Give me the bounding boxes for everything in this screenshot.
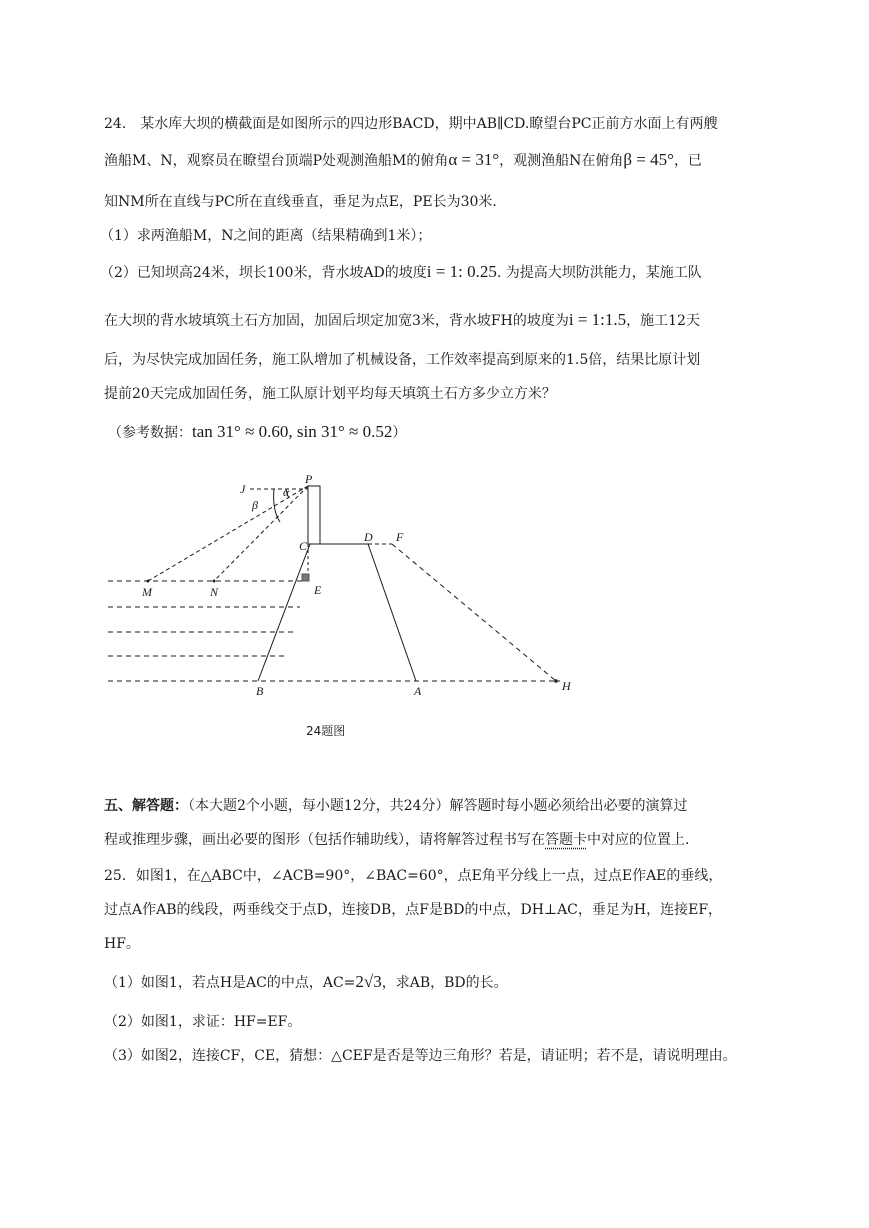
q25-part-1 [104, 972, 508, 993]
q25-line-3: HF。 [104, 936, 140, 952]
q24-line-5a: 在大坝的背水坡填筑土石方加固，加固后坝定加宽3米，背水坡FH的坡度为 [104, 313, 569, 329]
figure-caption: 24题图 [306, 724, 346, 738]
label-d: D [364, 530, 373, 544]
label-a: A [414, 684, 422, 698]
label-p: P [305, 472, 313, 486]
label-f: F [396, 530, 404, 544]
label-beta: β [252, 498, 258, 512]
label-j: J [240, 482, 246, 496]
q24-line-1: 24. 某水库大坝的横截面是如图所示的四边形BACD，期中AB∥CD.瞭望台PC正前方水面上有两艘 [104, 116, 718, 132]
q24-line-5b: ，施工12天 [626, 313, 700, 329]
q25-line-2: 过点A作AB的线段，两垂线交于点D，连接DB，点F是BD的中点，DH⊥AC，垂足为H，连接EF， [104, 902, 723, 918]
beta-arc [274, 489, 280, 522]
section5-line-1 [104, 796, 688, 816]
label-c: C [299, 539, 308, 553]
section5-heading: 五、解答题： [104, 798, 188, 814]
right-angle-mark [302, 574, 309, 581]
q25-part-3: （3）如图2，连接CF，CE，猜想：△CEF是否是等边三角形？若是，请证明；若不是，请说明理由。 [104, 1048, 737, 1064]
q24-line-5 [104, 310, 700, 331]
q24-line-2b: ，观测渔船N在俯角 [499, 153, 624, 169]
slope-fh: i = 1:1.5 [568, 310, 627, 329]
q25-part-1a: （1）如图1，若点H是AC的中点，AC= [104, 975, 356, 991]
q24-part-2b: . 为提高大坝防洪能力，某施工队 [496, 265, 702, 281]
section5-line-2a: 程或推理步骤，画出必要的图形（包括作辅助线），请将解答过程书写在 [104, 832, 545, 848]
ac-value: 2√3 [355, 972, 382, 991]
q24-line-2 [104, 150, 702, 171]
q24-line-3: 知NM所在直线与PC所在直线垂直，垂足为点E，PE长为30米. [104, 194, 497, 210]
q24-part-1: （1）求两渔船M，N之间的距离（结果精确到1米）； [100, 228, 432, 244]
q24-line-2c: ，已 [673, 153, 702, 169]
label-m: M [142, 585, 152, 599]
dam-figure [100, 470, 580, 700]
fh-line [392, 544, 556, 681]
point-n-dot [213, 580, 216, 583]
q25-part-1b: ，求AB，BD的长。 [381, 975, 508, 991]
alpha-angle: α = 31° [448, 150, 500, 169]
q24-reference-data [108, 422, 406, 443]
q25-line-1: 25．如图1，在△ABC中，∠ACB=90°，∠BAC=60°，点E角平分线上一点，过点E作AE的垂线， [104, 868, 723, 884]
ref-suffix: ） [392, 425, 407, 441]
label-e: E [314, 583, 322, 597]
label-b: B [256, 684, 264, 698]
q24-line-7: 提前20天完成加固任务，施工队原计划平均每天填筑土石方多少立方米？ [104, 386, 556, 402]
label-n: N [210, 585, 219, 599]
q25-part-2: （2）如图1，求证：HF=EF。 [104, 1014, 302, 1030]
section5-line-2c: 中对应的位置上. [587, 832, 690, 848]
label-alpha: α [283, 485, 290, 499]
point-m-dot [147, 580, 150, 583]
answer-card-text: 答题卡 [545, 832, 587, 848]
beta-angle: β = 45° [623, 150, 674, 169]
section5-instructions: （本大题2个小题，每小题12分，共24分）解答题时每小题必须给出必要的演算过 [188, 798, 688, 814]
ref-prefix: （参考数据： [108, 425, 192, 441]
slope-ad: i = 1: 0.25 [426, 262, 497, 281]
label-h: H [562, 679, 571, 693]
q24-part-2 [100, 262, 702, 283]
q24-part-2a: （2）已知坝高24米，坝长100米，背水坡AD的坡度 [100, 265, 427, 281]
section5-line-2 [104, 830, 689, 850]
q24-line-6: 后，为尽快完成加固任务，施工队增加了机械设备，工作效率提高到原来的1.5倍，结果比原计划 [104, 352, 701, 368]
dam-outline [258, 544, 416, 681]
ref-math: tan 31° ≈ 0.60, sin 31° ≈ 0.52 [192, 422, 393, 441]
point-h-dot [554, 679, 558, 683]
watchtower [308, 486, 320, 544]
q24-line-2a: 渔船M、N，观察员在瞭望台顶端P处观测渔船M的俯角 [104, 153, 449, 169]
